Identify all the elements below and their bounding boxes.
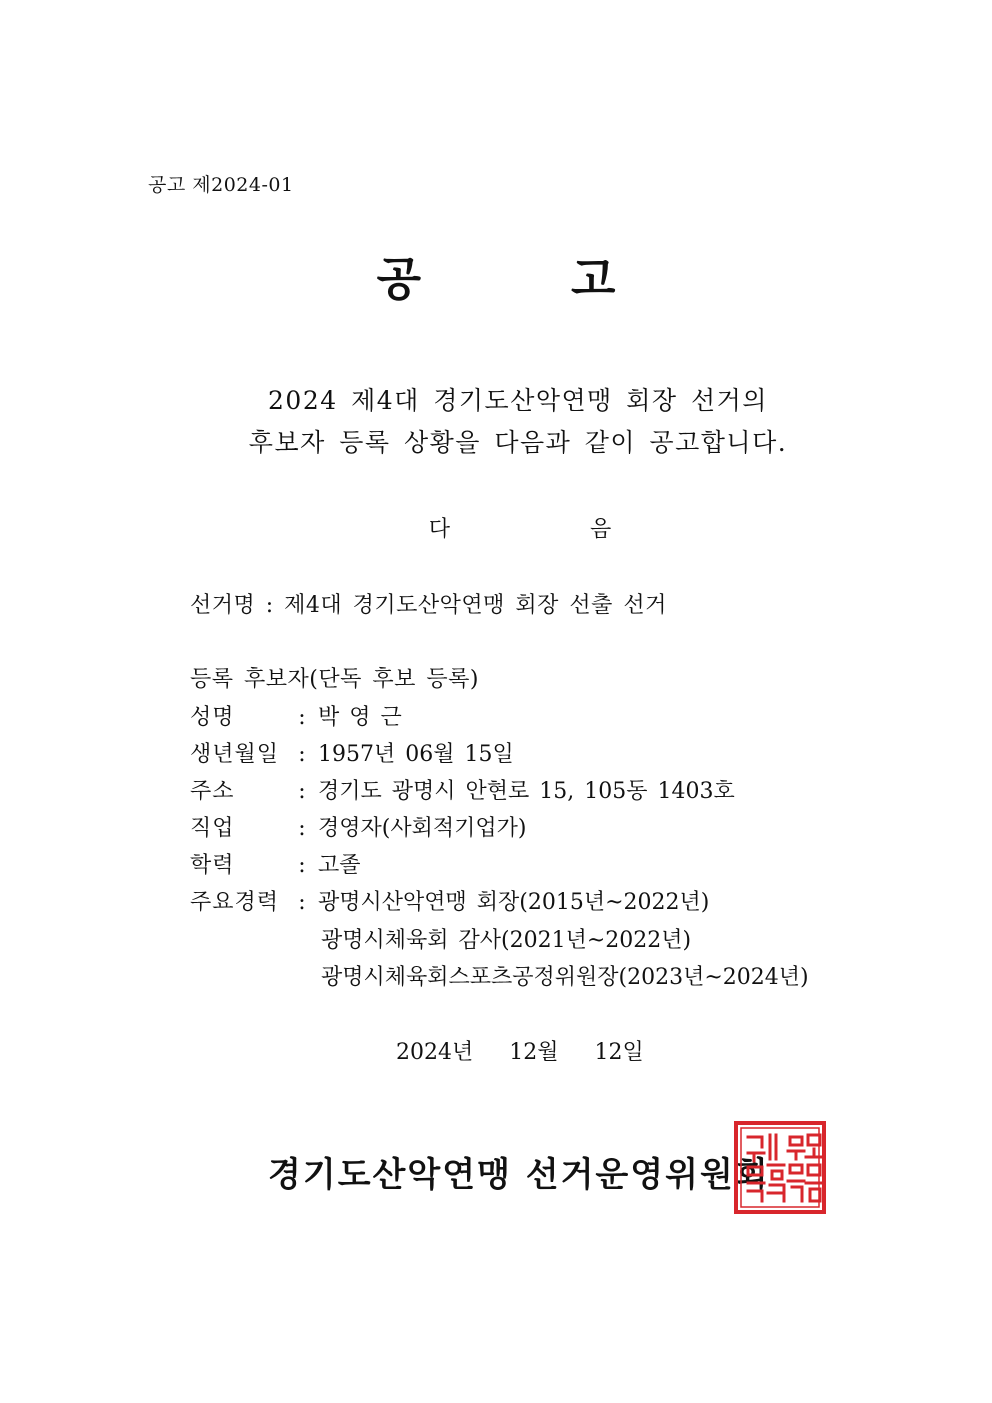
row-birthdate	[190, 737, 514, 768]
row-value: 광명시산악연맹 회장(2015년~2022년)	[318, 890, 710, 915]
section-heading	[0, 512, 992, 543]
row-address	[190, 774, 735, 805]
row-label: 직업	[190, 816, 235, 841]
row-occupation	[190, 811, 526, 842]
official-seal-icon	[734, 1121, 826, 1214]
election-name: 선거명 : 제4대 경기도산악연맹 회장 선출 선거	[190, 593, 667, 618]
row-label: 학력	[190, 853, 235, 878]
row-label: 생년월일	[190, 742, 280, 767]
row-label: 성명	[190, 705, 235, 730]
intro-line-2: 후보자 등록 상황을 다음과 같이 공고합니다.	[248, 428, 788, 457]
row-education	[190, 848, 361, 879]
row-colon: :	[298, 853, 306, 878]
intro-line-1: 2024 제4대 경기도산악연맹 회장 선거의	[268, 386, 768, 415]
row-label: 주소	[190, 779, 235, 804]
section-char-1: 다	[428, 517, 450, 542]
row-name	[190, 700, 402, 731]
candidate-heading: 등록 후보자(단독 후보 등록)	[190, 667, 479, 692]
section-char-2: 음	[590, 517, 612, 542]
row-value: 경기도 광명시 안현로 15, 105동 1403호	[318, 779, 735, 804]
organization-name: 경기도산악연맹 선거운영위원회	[268, 1155, 770, 1195]
page-title	[0, 243, 992, 309]
row-value: 박 영 근	[318, 705, 402, 730]
row-colon: :	[298, 779, 306, 804]
row-colon: :	[298, 705, 306, 730]
row-career	[190, 885, 709, 916]
announcement-date	[396, 1035, 644, 1066]
row-colon: :	[298, 816, 306, 841]
row-label: 주요경력	[190, 890, 280, 915]
title-char-2: 고	[571, 252, 616, 306]
row-colon: :	[298, 890, 306, 915]
date-month: 12월	[509, 1040, 559, 1065]
date-year: 2024년	[396, 1040, 474, 1065]
row-value: 고졸	[318, 853, 361, 878]
career-item-2: 광명시체육회 감사(2021년~2022년)	[321, 928, 692, 953]
row-value: 1957년 06월 15일	[318, 742, 514, 767]
title-char-1: 공	[376, 252, 421, 306]
career-item-3: 광명시체육회스포츠공정위원장(2023년~2024년)	[321, 965, 809, 990]
row-value: 경영자(사회적기업가)	[318, 816, 527, 841]
row-colon: :	[298, 742, 306, 767]
date-day: 12일	[594, 1040, 644, 1065]
intro-paragraph	[0, 380, 992, 464]
document-number: 공고 제2024-01	[148, 174, 294, 196]
